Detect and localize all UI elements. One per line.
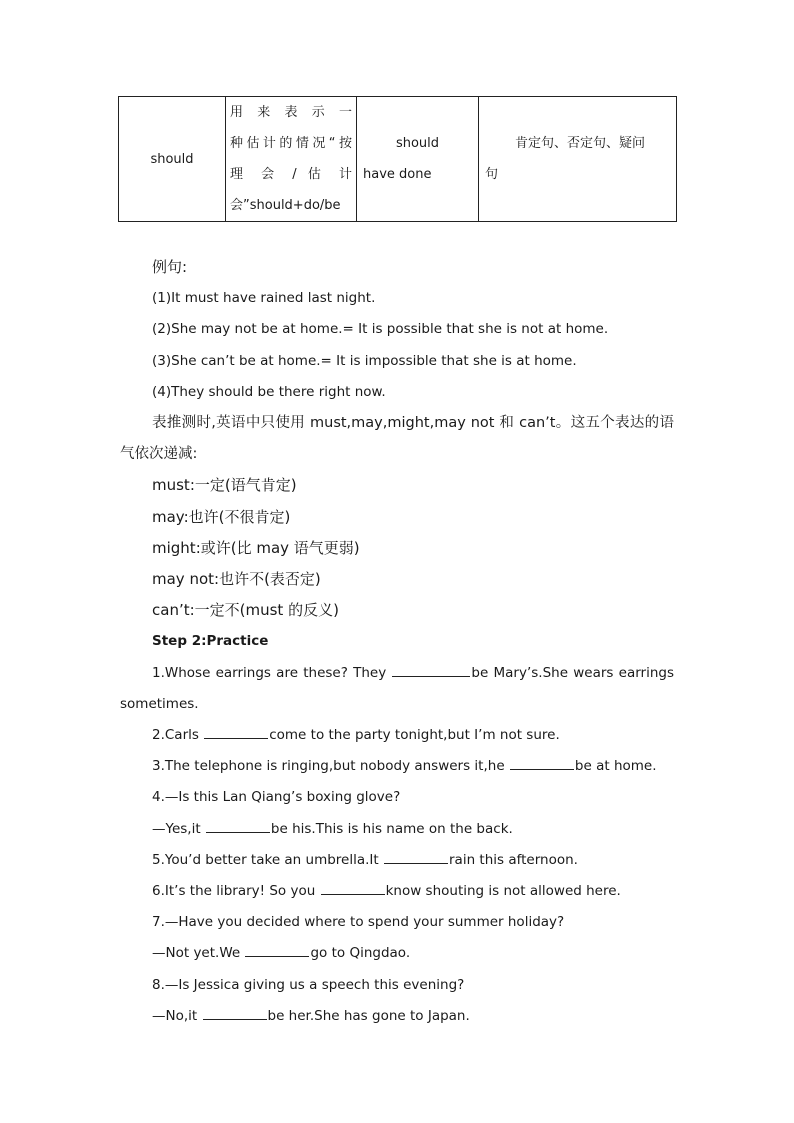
document-body — [120, 252, 674, 1032]
answer-blank[interactable] — [384, 848, 448, 864]
grammar-table — [118, 96, 677, 222]
usage-line: 理 会 / 估 计 — [230, 167, 352, 182]
usage-line: 用来表示一 — [230, 105, 352, 120]
examples-heading: 例句: — [152, 258, 188, 276]
answer-blank[interactable] — [392, 661, 470, 677]
answer-blank[interactable] — [245, 941, 309, 957]
degree-item: can’t:一定不(must 的反义) — [152, 601, 339, 620]
sentence-line: 肯定句、否定句、疑问 — [515, 136, 646, 151]
question-5: 5.You’d better take an umbrella.It rain this afternoon. — [120, 845, 674, 876]
answer-blank[interactable] — [204, 723, 268, 739]
note-line: 气依次递减: — [120, 446, 198, 463]
question-7-answer: —Not yet.We go to Qingdao. — [120, 938, 674, 969]
example-sentence: (3)She can’t be at home.= It is impossible that she is at home. — [152, 352, 577, 369]
question-4-answer: —Yes,it be his.This is his name on the back. — [120, 814, 674, 845]
question-8-prompt: 8.—Is Jessica giving us a speech this evening? — [152, 976, 465, 993]
example-sentence: (4)They should be there right now. — [152, 383, 386, 400]
question-text: 1.Whose earrings are these? They be Mary’s.She wears earrings — [120, 658, 674, 689]
question-2: 2.Carls come to the party tonight,but I’m not sure. — [120, 720, 674, 751]
degree-item: may:也许(不很肯定) — [152, 507, 291, 526]
modal-cell: should — [119, 97, 226, 222]
degree-item: might:或许(比 may 语气更弱) — [152, 538, 360, 557]
answer-blank[interactable] — [321, 879, 385, 895]
perfect-cell — [357, 97, 479, 222]
question-1 — [120, 658, 674, 720]
question-6: 6.It’s the library! So you know shouting is not allowed here. — [120, 876, 674, 907]
degree-item: must:一定(语气肯定) — [152, 476, 297, 495]
sentence-line: 句 — [485, 167, 499, 182]
degree-item: may not:也许不(表否定) — [152, 570, 321, 589]
table-row — [119, 97, 677, 222]
sentence-type-cell — [479, 97, 677, 222]
usage-line: 会”should+do/be — [230, 198, 341, 213]
answer-blank[interactable] — [510, 754, 574, 770]
usage-line: 种估计的情况“按 — [230, 136, 352, 151]
example-sentence: (1)It must have rained last night. — [152, 290, 376, 307]
question-continuation: sometimes. — [120, 695, 199, 712]
perfect-line: should — [395, 136, 440, 151]
answer-blank[interactable] — [206, 817, 270, 833]
question-4-prompt: 4.—Is this Lan Qiang’s boxing glove? — [152, 789, 401, 806]
practice-heading: Step 2:Practice — [152, 633, 269, 650]
question-7-prompt: 7.—Have you decided where to spend your summer holiday? — [152, 914, 565, 931]
answer-blank[interactable] — [203, 1004, 267, 1020]
note-line: 表推测时,英语中只使用 must,may,might,may not 和 can’t。这五个表达的语 — [152, 415, 674, 432]
note-paragraph — [120, 408, 674, 470]
question-8-answer: —No,it be her.She has gone to Japan. — [120, 1001, 674, 1032]
question-3: 3.The telephone is ringing,but nobody answers it,he be at home. — [120, 751, 674, 782]
usage-cell — [226, 97, 357, 222]
perfect-line: have done — [363, 167, 432, 182]
example-sentence: (2)She may not be at home.= It is possible that she is not at home. — [152, 321, 609, 338]
